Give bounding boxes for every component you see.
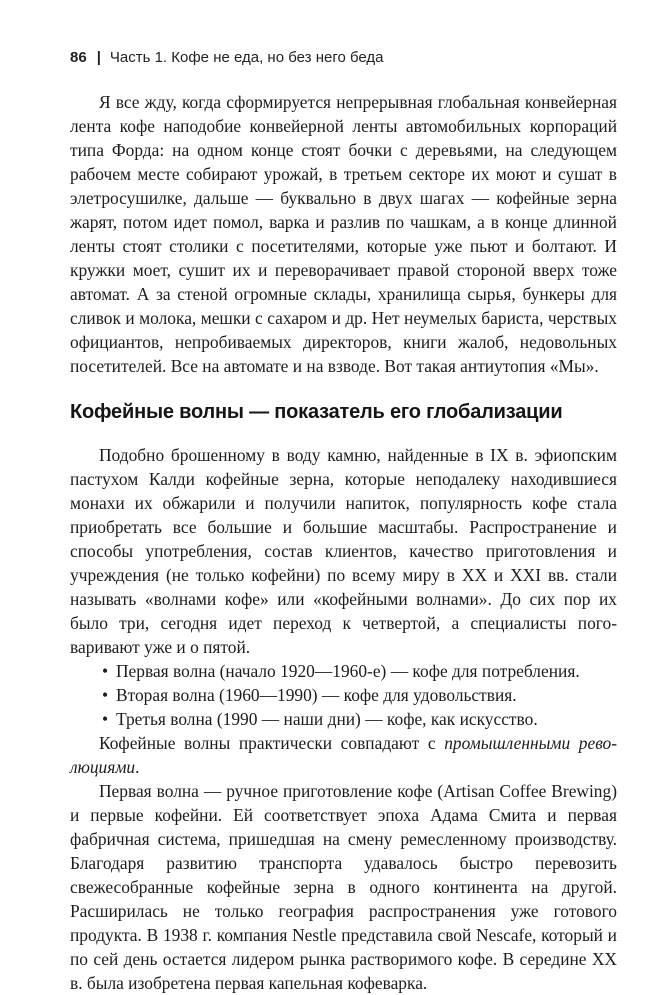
page-body (70, 90, 617, 995)
bullet-glyph: • (102, 709, 109, 729)
revolutions-text-end: . (135, 757, 140, 777)
waves-intro-paragraph: Подобно брошенному в воду камню, найденные в IX в. эфиопским пастухом Калди кофейные зерна, которые неподалеку находившиеся монахи их обжарили и получили напиток, популярность кофе стала приобретать все большие и большие масштабы. Распространение и способы употребления, состав клиентов, качество приготовления и учреждения (не только кофейни) по всему миру в XX и XXI вв. стали называть «волнами кофе» или «кофейными волнами». До сих пор их было три, сегодня идет переход к четвертой, а специалисты поговаривают уже и о пятой. (70, 445, 617, 657)
book-page (70, 48, 617, 995)
revolutions-paragraph (70, 731, 617, 779)
header-separator: | (96, 49, 101, 66)
page-number: 86 (70, 49, 87, 66)
running-header (70, 48, 617, 68)
chapter-title: Часть 1. Кофе не еда, но без него беда (109, 49, 384, 66)
list-item (70, 659, 617, 683)
list-item (70, 707, 617, 731)
wave-item-text: Первая волна (начало 1920—1960-е) — кофе для потребления. (116, 661, 580, 681)
wave-item-text: Вторая волна (1960—1990) — кофе для удовольствия. (116, 685, 517, 705)
revolutions-text-start: Кофейные волны практически совпадают с (99, 733, 445, 753)
revolutions-emphasis: промышленными революциями (70, 733, 618, 777)
section-heading: Кофейные волны — показатель его глобализации (70, 401, 563, 423)
first-wave-paragraph: Первая волна — ручное приготовление кофе (Artisan Coffee Brewing) и первые кофейни. Ей соответствует эпоха Адама Смита и первая фабричная система, пришедшая на смену ремесленному производству. Благодаря развитию транспорта удавалось быстро перевозить свежесобранные кофейные зерна в одного континента на другой. Расширилась не только география распространения уже готового продукта. В 1938 г. компания Nestle представила свой Nescafe, который и по сей день остается лидером рынка растворимого кофе. В середине XX в. была изобретена первая капельная кофеварка. (70, 781, 617, 993)
bullet-glyph: • (102, 661, 109, 681)
bullet-glyph: • (102, 685, 109, 705)
wave-item-text: Третья волна (1990 — наши дни) — кофе, как искусство. (116, 709, 538, 729)
list-item (70, 683, 617, 707)
coffee-waves-list (70, 659, 617, 731)
intro-paragraph: Я все жду, когда сформируется непрерывная глобальная конвейерная лента кофе наподобие конвейерной ленты автомобильных корпораций типа Форда: на одном конце стоят бочки с деревьями, на следующем рабочем месте собирают урожай, в третьем секторе их моют и сушат в элетросушилке, дальше — буквально в двух шагах — кофейные зерна жарят, потом идет помол, варка и разлив по чашкам, а в конце длинной ленты стоят столики с посетителями, которые уже пьют и болтают. И кружки моет, сушит их и переворачивает правой стороной вверх тоже автомат. А за стеной огромные склады, хранилища сырья, бункеры для сливок и молока, мешки с сахаром и др. Нет неумелых бариста, черствых официантов, непробиваемых директоров, книги жалоб, недовольных посетителей. Все на автомате и на взводе. Вот такая антиутопия «Мы». (70, 92, 617, 376)
